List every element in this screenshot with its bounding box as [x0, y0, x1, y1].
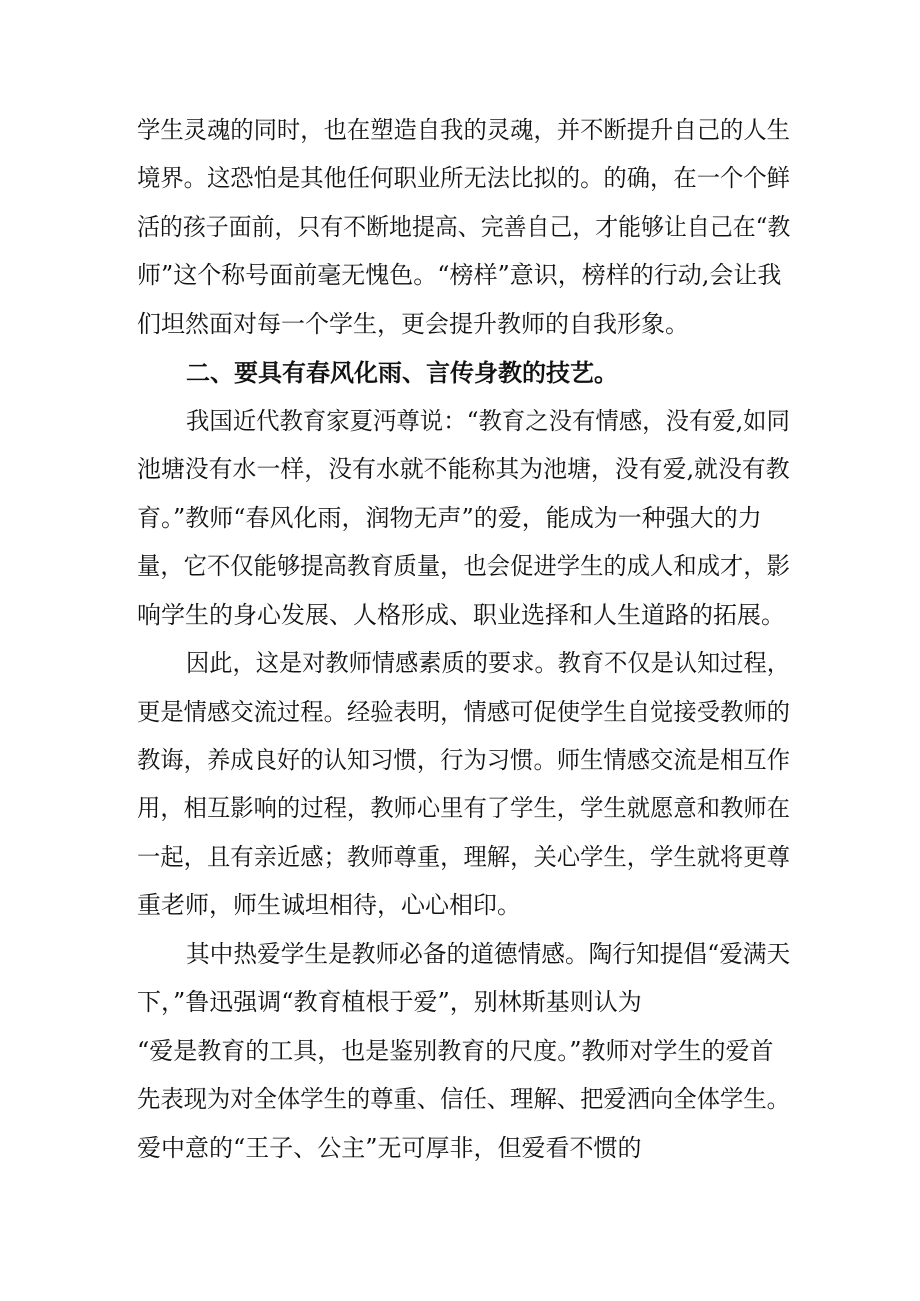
paragraph-line [0, 204, 920, 250]
paragraph-line [0, 931, 920, 977]
line-text: 学生灵魂的同时，也在塑造自我的灵魂，并不断提升自己的人生 [137, 116, 790, 144]
paragraph-line [0, 1028, 920, 1074]
line-text: 我国近代教育家夏沔尊说：“教育之没有情感，没有爱,如同 [186, 407, 790, 435]
line-text: 更是情感交流过程。经验表明，情感可促使学生自觉接受教师的 [137, 698, 790, 726]
paragraph-line [0, 689, 920, 735]
line-text: 其中热爱学生是教师必备的道德情感。陶行知提倡“爱满天 [186, 940, 791, 968]
line-text: 境界。这恐怕是其他任何职业所无法比拟的。的确，在一个个鲜 [137, 164, 790, 192]
paragraph-line [0, 882, 920, 928]
paragraph-line [0, 785, 920, 831]
line-text: 教诲，养成良好的认知习惯，行为习惯。师生情感交流是相互作 [137, 746, 790, 774]
paragraph-line [0, 543, 920, 589]
paragraph-line [0, 252, 920, 298]
line-text: 重老师，师生诚坦相待，心心相印。 [137, 891, 521, 919]
paragraph-line [0, 1076, 920, 1122]
line-text: 育。”教师“春风化雨，润物无声”的爱，能成为一种强大的力 [137, 504, 762, 532]
paragraph-line [0, 107, 920, 153]
line-text: 先表现为对全体学生的尊重、信任、理解、把爱洒向全体学生。 [137, 1085, 790, 1113]
paragraph-line [0, 446, 920, 492]
paragraph-line [0, 737, 920, 783]
paragraph-line [0, 834, 920, 880]
paragraph-line [0, 1125, 920, 1171]
line-text: 因此，这是对教师情感素质的要求。教育不仅是认知过程， [186, 649, 790, 677]
line-text: 爱中意的“王子、公主”无可厚非，但爱看不惯的 [137, 1134, 642, 1162]
paragraph-line [0, 398, 920, 444]
line-text: 响学生的身心发展、人格形成、职业选择和人生道路的拓展。 [137, 601, 785, 629]
line-text: 一起，且有亲近感；教师尊重，理解，关心学生，学生就将更尊 [137, 843, 790, 871]
heading-text: 二、要具有春风化雨、言传身教的技艺。 [186, 359, 618, 387]
line-text: 量，它不仅能够提高教育质量，也会促进学生的成人和成才，影 [137, 552, 790, 580]
line-text: 池塘没有水一样，没有水就不能称其为池塘，没有爱,就没有教 [137, 455, 790, 483]
section-heading [0, 350, 920, 396]
line-text: 用，相互影响的过程，教师心里有了学生，学生就愿意和教师在 [137, 794, 790, 822]
paragraph-line [0, 640, 920, 686]
line-text: 活的孩子面前，只有不断地提高、完善自己，才能够让自己在“教 [137, 213, 791, 241]
paragraph-line [0, 979, 920, 1025]
line-text: 下，”鲁迅强调“教育植根于爱”，别林斯基则认为 [137, 988, 642, 1016]
paragraph-line [0, 495, 920, 541]
line-text: 们坦然面对每一个学生，更会提升教师的自我形象。 [137, 310, 689, 338]
line-text: “爱是教育的工具，也是鉴别教育的尺度。”教师对学生的爱首 [137, 1037, 774, 1065]
line-text: 师”这个称号面前毫无愧色。“榜样”意识，榜样的行动,会让我 [137, 261, 782, 289]
paragraph-line [0, 592, 920, 638]
paragraph-line [0, 155, 920, 201]
paragraph-line [0, 301, 920, 347]
